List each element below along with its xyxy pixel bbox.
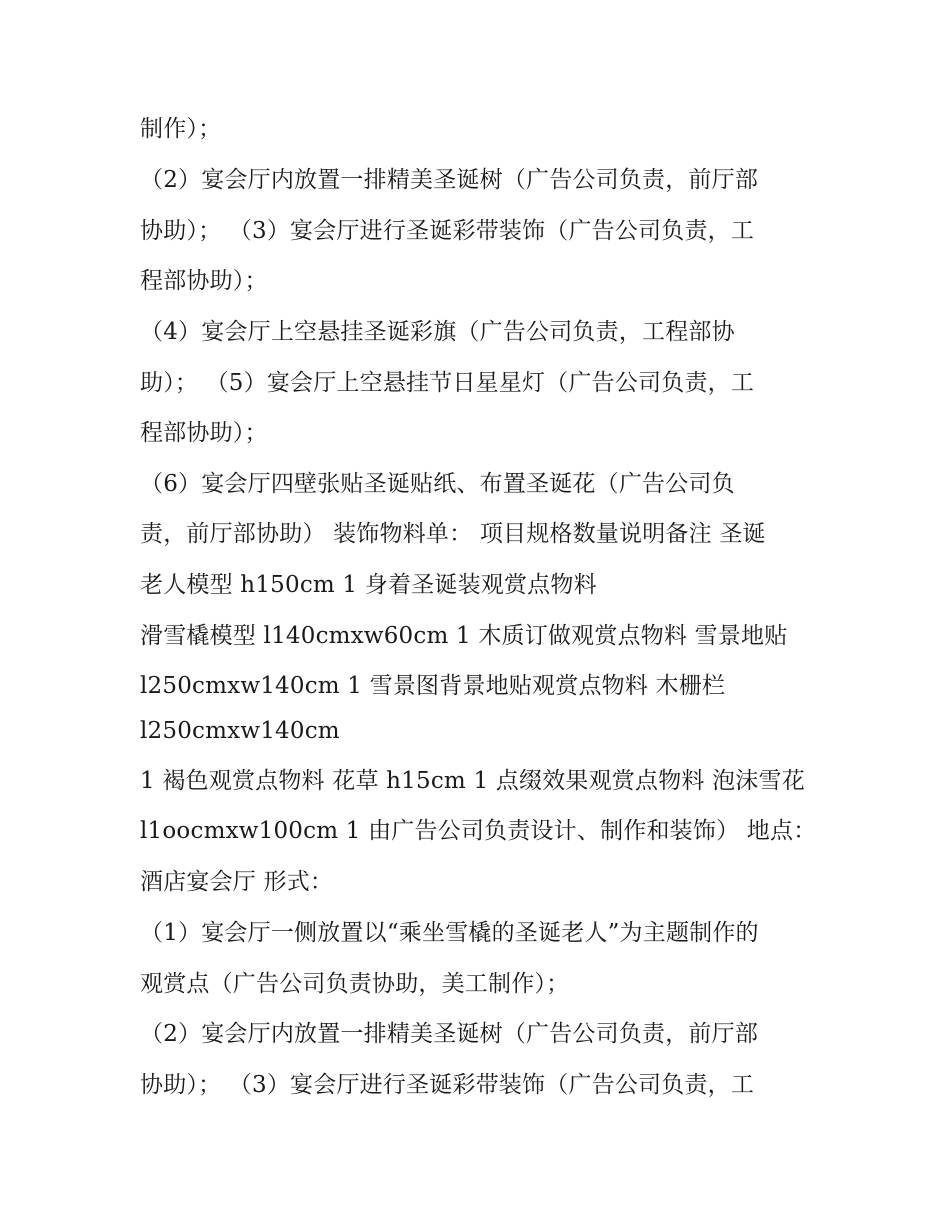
text-line: 1 褐色观赏点物料 花草 h15cm 1 点缀效果观赏点物料 泡沫雪花 xyxy=(140,768,805,794)
text-line: l250cmxw140cm xyxy=(140,718,340,744)
text-line: 观赏点（广告公司负责协助，美工制作）； xyxy=(140,971,570,997)
text-line: 协助）； （3）宴会厅进行圣诞彩带装饰（广告公司负责，工 xyxy=(140,218,755,244)
text-line: 程部协助）； xyxy=(140,420,268,446)
text-line: l250cmxw140cm 1 雪景图背景地贴观赏点物料 木栅栏 xyxy=(140,673,726,699)
text-line: （2）宴会厅内放置一排精美圣诞树（广告公司负责，前厅部 xyxy=(140,167,759,193)
text-line: （2）宴会厅内放置一排精美圣诞树（广告公司负责，前厅部 xyxy=(140,1021,759,1047)
text-line: （4）宴会厅上空悬挂圣诞彩旗（广告公司负责，工程部协 xyxy=(140,319,735,345)
text-line: l1oocmxw100cm 1 由广告公司负责设计、制作和装饰） 地点： xyxy=(140,818,817,844)
text-line: 程部协助）； xyxy=(140,268,268,294)
text-line: 协助）； （3）宴会厅进行圣诞彩带装饰（广告公司负责，工 xyxy=(140,1072,755,1098)
text-line: 酒店宴会厅 形式： xyxy=(140,869,334,895)
text-line: 制作）； xyxy=(140,116,222,142)
text-line: 老人模型 h150cm 1 身着圣诞装观赏点物料 xyxy=(140,572,597,598)
text-line: 滑雪橇模型 l140cmxw60cm 1 木质订做观赏点物料 雪景地贴 xyxy=(140,623,788,649)
text-line: （1）宴会厅一侧放置以“乘坐雪橇的圣诞老人”为主题制作的 xyxy=(140,920,759,946)
text-line: 责，前厅部协助） 装饰物料单： 项目规格数量说明备注 圣诞 xyxy=(140,521,766,547)
text-line: 助）； （5）宴会厅上空悬挂节日星星灯（广告公司负责，工 xyxy=(140,370,755,396)
text-line: （6）宴会厅四壁张贴圣诞贴纸、布置圣诞花（广告公司负 xyxy=(140,471,735,497)
